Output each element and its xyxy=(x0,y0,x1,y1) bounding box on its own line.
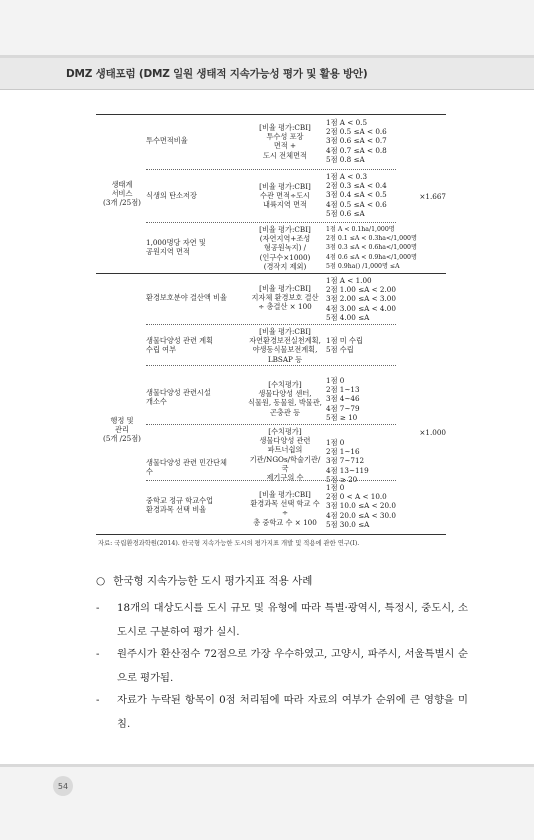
scores-environment-subject-ratio: 1점 0 2점 0 < A < 10.0 3점 10.0 ≤A < 20.0 4점 20.0 ≤A < 30.0 5점 30.0 ≤A xyxy=(326,483,396,529)
criteria-environmental-budget-ratio: [비율 평가:CBI] 지자체 환경보호 결산 ÷ 총결산 × 100 xyxy=(251,284,319,312)
bullet-item xyxy=(96,642,468,690)
scores-biodiversity-plan: 1점 미 수립 5점 수립 xyxy=(326,336,363,355)
group-label-ecosystem-service: 생태계 서비스 (3개 /25점) xyxy=(103,180,141,208)
bullet-item xyxy=(96,596,468,644)
row-divider xyxy=(146,169,396,170)
scores-nature-park-area-per-1000: 1점 A < 0.1ha/1,000명 2점 0.1 ≤A < 0.3ha</1,000명 3점 0.3 ≤A < 0.6ha</1,000명 4점 0.6 ≤A < 0.9ha</1,000명 5점 0.9ha() /1,000명 ≤A xyxy=(326,226,417,270)
scores-environmental-budget-ratio: 1점 A < 1.00 2점 1.00 ≤A < 2.00 3점 2.00 ≤A < 3.00 4점 3.00 ≤A < 4.00 5점 4.00 ≤A xyxy=(326,276,396,322)
table-source-note: 자료: 국립환경과학원(2014). 한국형 지속가능한 도시의 평가지표 개발 및 적용에 관한 연구(Ⅰ). xyxy=(98,540,360,547)
criteria-biodiversity-facilities: [수치평가] 생물다양성 센터, 식물원, 동물원, 박물관, 곤충관 등 xyxy=(248,380,322,417)
bullet-item xyxy=(96,688,468,736)
criteria-nature-park-area-per-1000: [비율 평가:CBI] (자연지역+조성 형공원녹지) / (인구수×1000) (경작지 제외) xyxy=(259,225,311,271)
group-weight-administration-management: ×1.000 xyxy=(419,428,446,437)
group-weight-ecosystem-service: ×1.667 xyxy=(419,192,446,201)
criteria-biodiversity-ngos: [수치평가] 생물다양성 관련 파트너쉽의 기관/NGOs/학술기관/ 국 제기구의 수 xyxy=(249,427,321,483)
top-margin-band xyxy=(0,0,534,58)
bullet-text: 18개의 대상도시를 도시 규모 및 유형에 따라 특별·광역시, 특정시, 중도시, 소도시로 구분하여 평가 실시. xyxy=(117,602,468,638)
circle-bullet-icon: ○ xyxy=(96,575,106,587)
bullet-text: 원주시가 환산점수 72점으로 가장 우수하였고, 고양시, 파주시, 서울특별시 순으로 평가됨. xyxy=(117,648,468,684)
running-header xyxy=(0,58,534,90)
row-divider xyxy=(146,424,396,425)
row-divider xyxy=(146,222,396,223)
group-label-administration-management: 행정 및 관리 (5개 /25점) xyxy=(103,416,141,444)
row-divider xyxy=(146,480,396,481)
scores-vegetation-carbon-storage: 1점 A < 0.3 2점 0.3 ≤A < 0.4 3점 0.4 ≤A < 0.5 4점 0.5 ≤A < 0.6 5점 0.6 ≤A xyxy=(326,172,387,218)
row-divider xyxy=(146,324,396,325)
page-number: 54 xyxy=(53,776,73,796)
bullet-text: 자료가 누락된 항목이 0점 처리됨에 따라 자료의 여부가 순위에 큰 영향을 미침. xyxy=(117,694,468,730)
indicator-biodiversity-facilities: 생물다양성 관련시설 개소수 xyxy=(146,388,211,407)
section-heading-text: 한국형 지속가능한 도시 평가지표 적용 사례 xyxy=(113,575,313,587)
indicator-biodiversity-ngos: 생물다양성 관련 민간단체 수 xyxy=(146,458,227,477)
indicator-permeable-area-ratio: 투수면적비율 xyxy=(146,136,188,145)
criteria-vegetation-carbon-storage: [비율 평가:CBI] 수관 면적÷도시 내륙지역 면적 xyxy=(259,182,311,210)
bottom-margin-band xyxy=(0,764,534,840)
criteria-environment-subject-ratio: [비율 평가:CBI] 환경과목 선택 학교 수 ÷ 총 중학교 수 × 100 xyxy=(250,490,320,527)
dash-bullet-icon: - xyxy=(96,602,100,614)
indicator-environment-subject-ratio: 중학교 정규 학교수업 환경과목 선택 비율 xyxy=(146,496,214,515)
scores-permeable-area-ratio: 1점 A < 0.5 2점 0.5 ≤A < 0.6 3점 0.6 ≤A < 0.7 4점 0.7 ≤A < 0.8 5점 0.8 ≤A xyxy=(326,118,387,164)
indicator-vegetation-carbon-storage: 식생의 탄소저장 xyxy=(146,191,197,200)
indicator-environmental-budget-ratio: 환경보호분야 결산액 비율 xyxy=(146,293,227,302)
criteria-permeable-area-ratio: [비율 평가:CBI] 투수성 포장 면적 + 도시 전체면적 xyxy=(259,123,311,160)
indicator-biodiversity-plan: 생물다양성 관련 계획 수립 여부 xyxy=(146,336,214,355)
scores-biodiversity-ngos: 1점 0 2점 1~16 3점 7~712 4점 13~119 5점 ≥ 20 xyxy=(326,438,369,484)
dash-bullet-icon: - xyxy=(96,648,100,660)
table-top-rule xyxy=(96,114,446,115)
scores-biodiversity-facilities: 1점 0 2점 1~13 3점 4~46 4점 7~79 5점 ≥ 10 xyxy=(326,376,360,422)
group-divider xyxy=(96,273,446,274)
indicator-nature-park-area-per-1000: 1,000명당 자연 및 공원지역 면적 xyxy=(146,238,206,257)
running-header-title: DMZ 생태포럼 (DMZ 일원 생태적 지속가능성 평가 및 활용 방안) xyxy=(66,68,368,80)
dash-bullet-icon: - xyxy=(96,694,100,706)
section-heading xyxy=(96,573,312,588)
table-bottom-rule xyxy=(96,534,446,535)
criteria-biodiversity-plan: [비율 평가:CBI] 자연환경보전실천계획, 야생동식물보전계획, LBSAP 등 xyxy=(249,327,321,364)
row-divider xyxy=(146,365,396,366)
